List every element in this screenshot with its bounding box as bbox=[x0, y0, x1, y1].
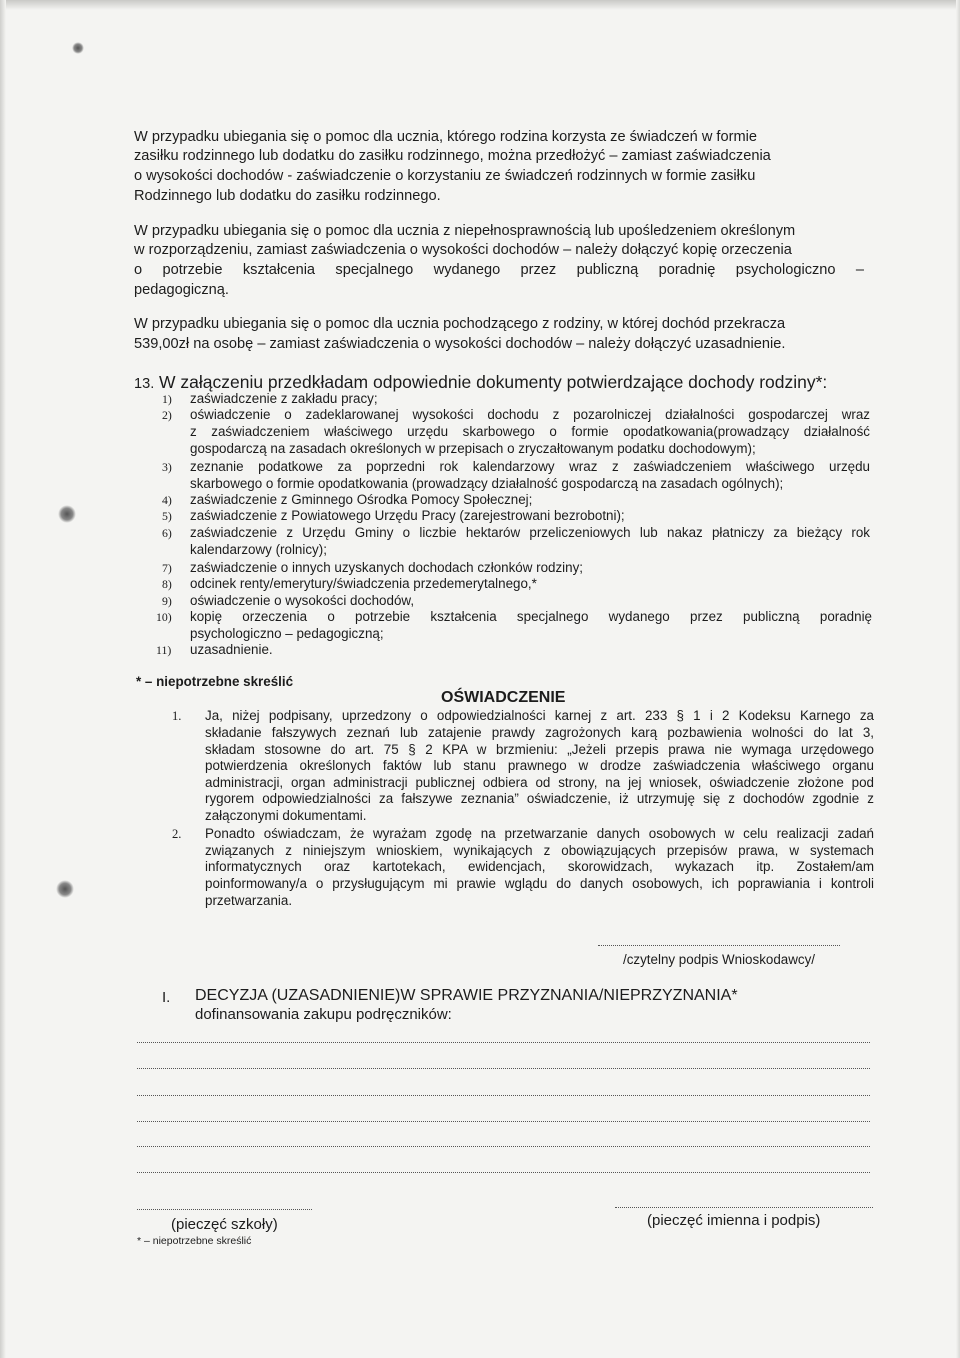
declaration-line: Ja, niżej podpisany, uprzedzony o odpowiedzialności karnej z art. 233 § 1 i 2 Kodeksu Karnego za bbox=[205, 708, 874, 723]
list-number: 10) bbox=[156, 610, 172, 624]
text-line: W przypadku ubiegania się o pomoc dla ucznia, którego rodzina korzysta ze świadczeń w formie bbox=[134, 129, 757, 145]
list-item: psychologiczno – pedagogiczną; bbox=[190, 626, 384, 641]
declaration-line: informatycznych oraz kartotekach, ewidencjach, skorowidzach, wykazach itp. Zostałem/am bbox=[205, 859, 874, 874]
list-number: 5) bbox=[162, 509, 172, 523]
list-number: 2. bbox=[172, 827, 182, 841]
section-heading: W załączeniu przedkładam odpowiednie dokumenty potwierdzające dochody rodziny*: bbox=[159, 372, 828, 392]
decision-fill-line[interactable] bbox=[137, 1172, 870, 1173]
list-item: zaświadczenie z Gminnego Ośrodka Pomocy Społecznej; bbox=[190, 492, 533, 507]
text-line: pedagogiczną. bbox=[134, 282, 229, 298]
text-line: 539,00zł na osobę – zamiast zaświadczenia o wysokości dochodów – należy dołączyć uzasadnienie. bbox=[134, 336, 786, 352]
declaration-line: związanych z niniejszym wnioskiem, wynikających z obowiązujących przepisów prawa, w systemach bbox=[205, 843, 874, 858]
decision-number: I. bbox=[162, 989, 171, 1006]
footnote: * – niepotrzebne skreślić bbox=[136, 674, 294, 689]
declaration-line: załączonymi dokumentami. bbox=[205, 808, 367, 823]
personal-stamp-label: (pieczęć imienna i podpis) bbox=[647, 1212, 821, 1229]
list-item: z zaświadczeniem właściwego urzędu skarbowego o formie opodatkowania(prowadzący działalność bbox=[190, 424, 870, 439]
list-item: zaświadczenie o innych uzyskanych dochodach członków rodziny; bbox=[190, 560, 584, 575]
declaration-line: Ponadto oświadczam, że wyrażam zgodę na przetwarzanie danych osobowych w celu realizacji zadań bbox=[205, 826, 874, 841]
list-item: kopię orzeczenia o potrzebie kształcenia specjalnego wydanego przez publiczną poradnię bbox=[190, 609, 872, 624]
signature-line[interactable] bbox=[598, 945, 840, 946]
list-number: 1) bbox=[162, 392, 172, 406]
list-number: 8) bbox=[162, 577, 172, 591]
text-line: o potrzebie kształcenia specjalnego wydanego przez publiczną poradnię psychologiczno – bbox=[134, 262, 864, 278]
declaration-line: rygorem odpowiedzialności za fałszywe zeznania” oświadczenie, iż utrzymuję się z dochodów zgodnie z bbox=[205, 791, 874, 806]
list-number: 11) bbox=[156, 643, 172, 657]
decision-fill-line[interactable] bbox=[137, 1095, 870, 1096]
decision-fill-line[interactable] bbox=[137, 1146, 870, 1147]
text-line: Rodzinnego lub dodatku do zasiłku rodzinnego. bbox=[134, 188, 441, 204]
stamp-footnote: * – niepotrzebne skreślić bbox=[137, 1235, 252, 1247]
list-number: 7) bbox=[162, 561, 172, 575]
scan-edge-right bbox=[956, 0, 960, 1358]
list-item: oświadczenie o zadeklarowanej wysokości dochodu z pozarolniczej działalności gospodarczej wraz bbox=[190, 407, 870, 422]
decision-heading: DECYZJA (UZASADNIENIE)W SPRAWIE PRZYZNANIA/NIEPRZYZNANIA* bbox=[195, 987, 738, 1004]
text-line: W przypadku ubiegania się o pomoc dla ucznia pochodzącego z rodziny, w której dochód przekracza bbox=[134, 316, 786, 332]
list-number: 6) bbox=[162, 526, 172, 540]
declaration-line: przetwarzania. bbox=[205, 893, 293, 908]
declaration-title: OŚWIADCZENIE bbox=[441, 689, 566, 706]
declaration-line: składam stosowne do art. 75 § 2 KPA w brzmieniu: „Jeżeli przepis prawa nie wymaga urzędowego bbox=[205, 742, 874, 757]
school-stamp-label: (pieczęć szkoły) bbox=[171, 1216, 278, 1233]
section-number: 13. bbox=[134, 376, 155, 392]
signature-label: /czytelny podpis Wnioskodawcy/ bbox=[623, 952, 816, 967]
list-number: 2) bbox=[162, 408, 172, 422]
declaration-line: potwierdzenia określonych faktów lub stanu prawnego w drodze zaświadczenia właściwego organu bbox=[205, 758, 874, 773]
scan-edge-left bbox=[0, 0, 6, 1358]
punch-hole-mark bbox=[72, 42, 84, 54]
list-number: 3) bbox=[162, 460, 172, 474]
text-line: o wysokości dochodów - zaświadczenie o korzystaniu ze świadczeń rodzinnych w formie zasiłku bbox=[134, 168, 756, 184]
list-number: 1. bbox=[172, 709, 182, 723]
personal-stamp-line[interactable] bbox=[615, 1207, 873, 1208]
decision-fill-line[interactable] bbox=[137, 1121, 870, 1122]
list-item: zeznanie podatkowe za poprzedni rok kalendarzowy wraz z zaświadczeniem właściwego urzędu bbox=[190, 459, 870, 474]
declaration-line: składanie fałszywych zeznań lub zatajenie prawdy zagrożonych karą pozbawienia wolności do lat 3, bbox=[205, 725, 874, 740]
list-number: 4) bbox=[162, 493, 172, 507]
text-line: w rozporządzeniu, zamiast zaświadczenia o wysokości dochodów – należy dołączyć kopię orzeczenia bbox=[134, 242, 792, 258]
scan-edge-top bbox=[0, 0, 960, 10]
declaration-line: administracji, organ administracji publicznej odbiera od strony, na jej wniosek, oświadczenie złożone pod bbox=[205, 775, 874, 790]
text-line: zasiłku rodzinnego lub dodatku do zasiłku rodzinnego, można przedłożyć – zamiast zaświadczenia bbox=[134, 148, 771, 164]
text-line: W przypadku ubiegania się o pomoc dla ucznia z niepełnosprawnością lub upośledzeniem określonym bbox=[134, 223, 796, 239]
list-item: kalendarzowy (rolnicy); bbox=[190, 542, 327, 557]
list-item: gospodarczą na zasadach określonych w przepisach o zryczałtowanym podatku dochodowym); bbox=[190, 441, 756, 456]
list-item: zaświadczenie z Powiatowego Urzędu Pracy (zarejestrowani bezrobotni); bbox=[190, 508, 625, 523]
decision-fill-line[interactable] bbox=[137, 1068, 870, 1069]
list-item: skarbowego o formie opodatkowania (prowadzący działalność gospodarczą na zasadach ogólnych); bbox=[190, 476, 784, 491]
punch-hole-mark bbox=[56, 880, 74, 898]
declaration-line: poinformowany/a o przysługującym mi prawie wglądu do danych osobowych, ich poprawiania i kontroli bbox=[205, 876, 874, 891]
list-number: 9) bbox=[162, 594, 172, 608]
decision-subheading: dofinansowania zakupu podręczników: bbox=[195, 1006, 452, 1023]
list-item: odcinek renty/emerytury/świadczenia przedemerytalnego,* bbox=[190, 576, 537, 591]
list-item: zaświadczenie z zakładu pracy; bbox=[190, 391, 378, 406]
punch-hole-mark bbox=[58, 505, 76, 523]
list-item: uzasadnienie. bbox=[190, 642, 273, 657]
school-stamp-line[interactable] bbox=[137, 1209, 312, 1210]
list-item: zaświadczenie z Urzędu Gminy o liczbie hektarów przeliczeniowych lub nakaz płatniczy za bieżący rok bbox=[190, 525, 870, 540]
decision-fill-line[interactable] bbox=[137, 1042, 870, 1043]
list-item: oświadczenie o wysokości dochodów, bbox=[190, 593, 415, 608]
